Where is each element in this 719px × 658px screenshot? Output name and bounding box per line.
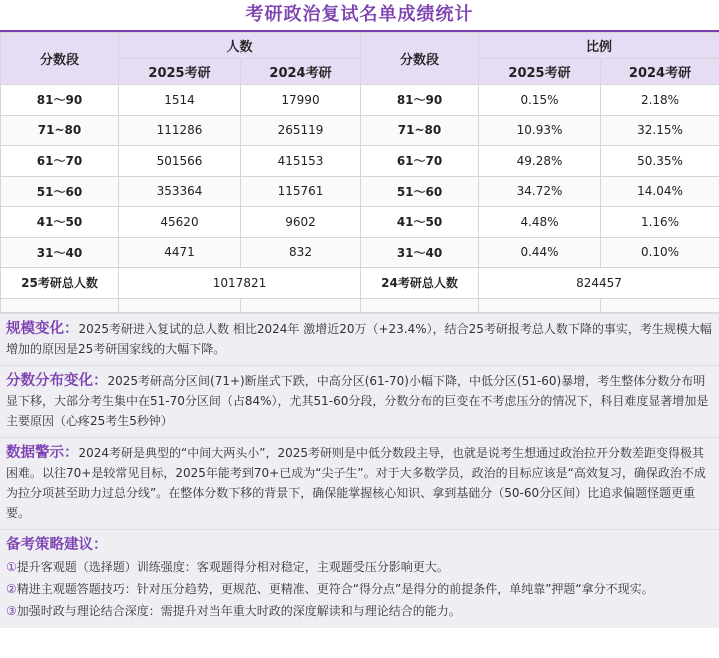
item-text: 精进主观题答题技巧：针对压分趋势，更规范、更精准、更符合“得分点”是得分的前提条件，单纯靠”押题“拿分不现实。: [16, 581, 654, 596]
count-2025-cell: 353364: [119, 176, 241, 207]
count-2024-cell: 115761: [241, 176, 361, 207]
strategy-heading: 备考策略建议：: [6, 536, 108, 553]
item-number: ③: [6, 603, 17, 618]
section-body: 2025考研高分区间(71+)断崖式下跌，中高分区(61-70)小幅下降，中低分区(51-60)暴增，考生整体分数分布明显下移，大部分考生集中在51-70分区间（占84%），尤其51-60分段，分数分布的巨变在不考虑压分的情况下，科目难度显著增加是主要原因（心疼25考生5秒钟）: [6, 373, 709, 428]
ratio-2025-cell: 0.15%: [479, 85, 601, 116]
section-heading: 数据警示：: [6, 444, 79, 461]
table-row: [1, 207, 719, 238]
ratio-2025-cell: 0.44%: [479, 237, 601, 268]
segment-cell: 51～60: [1, 176, 119, 207]
segment-cell: 51～60: [361, 176, 479, 207]
item-text: 提升客观题（选择题）训练强度：客观题得分相对稳定，主观题受压分影响更大。: [16, 559, 449, 574]
segment-cell: 61～70: [361, 146, 479, 177]
count-2025-cell: 4471: [119, 237, 241, 268]
table-row: [1, 237, 719, 268]
strategy-item: [6, 556, 713, 578]
header-count-2024: 2024考研: [241, 59, 361, 85]
item-number: ①: [6, 559, 17, 574]
total-2025-value: 1017821: [119, 268, 361, 299]
section-heading: 规模变化：: [6, 320, 79, 337]
strategy-item: [6, 578, 713, 600]
table-row: [1, 85, 719, 116]
ratio-2025-cell: 49.28%: [479, 146, 601, 177]
table-row: [1, 176, 719, 207]
blank-row: [1, 298, 719, 312]
header-segment-2: 分数段: [361, 33, 479, 85]
count-2024-cell: 17990: [241, 85, 361, 116]
strategy-item: [6, 600, 713, 622]
ratio-2024-cell: 2.18%: [601, 85, 719, 116]
ratio-2024-cell: 14.04%: [601, 176, 719, 207]
segment-cell: 81～90: [1, 85, 119, 116]
total-row: [1, 268, 719, 299]
segment-cell: 61～70: [1, 146, 119, 177]
scale-change-section: [0, 313, 719, 365]
item-text: 加强时政与理论结合深度：需提升对当年重大时政的深度解读和与理论结合的能力。: [16, 603, 461, 618]
table-row: [1, 146, 719, 177]
strategy-section: [0, 529, 719, 628]
header-count: 人数: [119, 33, 361, 59]
stats-table: [0, 32, 719, 313]
total-2024-label: 24考研总人数: [361, 268, 479, 299]
ratio-2024-cell: 50.35%: [601, 146, 719, 177]
count-2025-cell: 45620: [119, 207, 241, 238]
ratio-2024-cell: 32.15%: [601, 115, 719, 146]
segment-cell: 31～40: [361, 237, 479, 268]
table-row: [1, 115, 719, 146]
total-2024-value: 824457: [479, 268, 719, 299]
ratio-2025-cell: 4.48%: [479, 207, 601, 238]
distribution-change-section: [0, 365, 719, 437]
ratio-2025-cell: 34.72%: [479, 176, 601, 207]
ratio-2024-cell: 0.10%: [601, 237, 719, 268]
ratio-2024-cell: 1.16%: [601, 207, 719, 238]
item-number: ②: [6, 581, 17, 596]
segment-cell: 31～40: [1, 237, 119, 268]
header-ratio-2025: 2025考研: [479, 59, 601, 85]
total-2025-label: 25考研总人数: [1, 268, 119, 299]
section-heading: 分数分布变化：: [6, 372, 108, 389]
page-title: 考研政治复试名单成绩统计: [0, 0, 719, 32]
segment-cell: 41～50: [1, 207, 119, 238]
count-2024-cell: 265119: [241, 115, 361, 146]
data-warning-section: [0, 437, 719, 529]
segment-cell: 71~80: [361, 115, 479, 146]
count-2025-cell: 111286: [119, 115, 241, 146]
header-ratio: 比例: [479, 33, 719, 59]
count-2024-cell: 832: [241, 237, 361, 268]
count-2024-cell: 415153: [241, 146, 361, 177]
count-2024-cell: 9602: [241, 207, 361, 238]
segment-cell: 71~80: [1, 115, 119, 146]
header-count-2025: 2025考研: [119, 59, 241, 85]
header-ratio-2024: 2024考研: [601, 59, 719, 85]
segment-cell: 81～90: [361, 85, 479, 116]
ratio-2025-cell: 10.93%: [479, 115, 601, 146]
count-2025-cell: 501566: [119, 146, 241, 177]
section-body: 2024考研是典型的“中间大两头小”，2025考研则是中低分数段主导，也就是说考生想通过政治拉开分数差距变得极其困难。以往70+是较常见目标，2025年能考到70+已成为“尖子生”。对于大多数学员，政治的目标应该是“高效复习，确保政治不成为拉分项甚至助力过总分线”。在整体分数下移的背景下，确保能掌握核心知识、拿到基础分（50-60分区间）比追求偏题怪题更重要。: [6, 445, 706, 520]
header-segment: 分数段: [1, 33, 119, 85]
section-body: 2025考研进入复试的总人数 相比2024年 激增近20万（+23.4%），结合25考研报考总人数下降的事实，考生规模大幅增加的原因是25考研国家线的大幅下降。: [6, 321, 712, 356]
count-2025-cell: 1514: [119, 85, 241, 116]
segment-cell: 41～50: [361, 207, 479, 238]
